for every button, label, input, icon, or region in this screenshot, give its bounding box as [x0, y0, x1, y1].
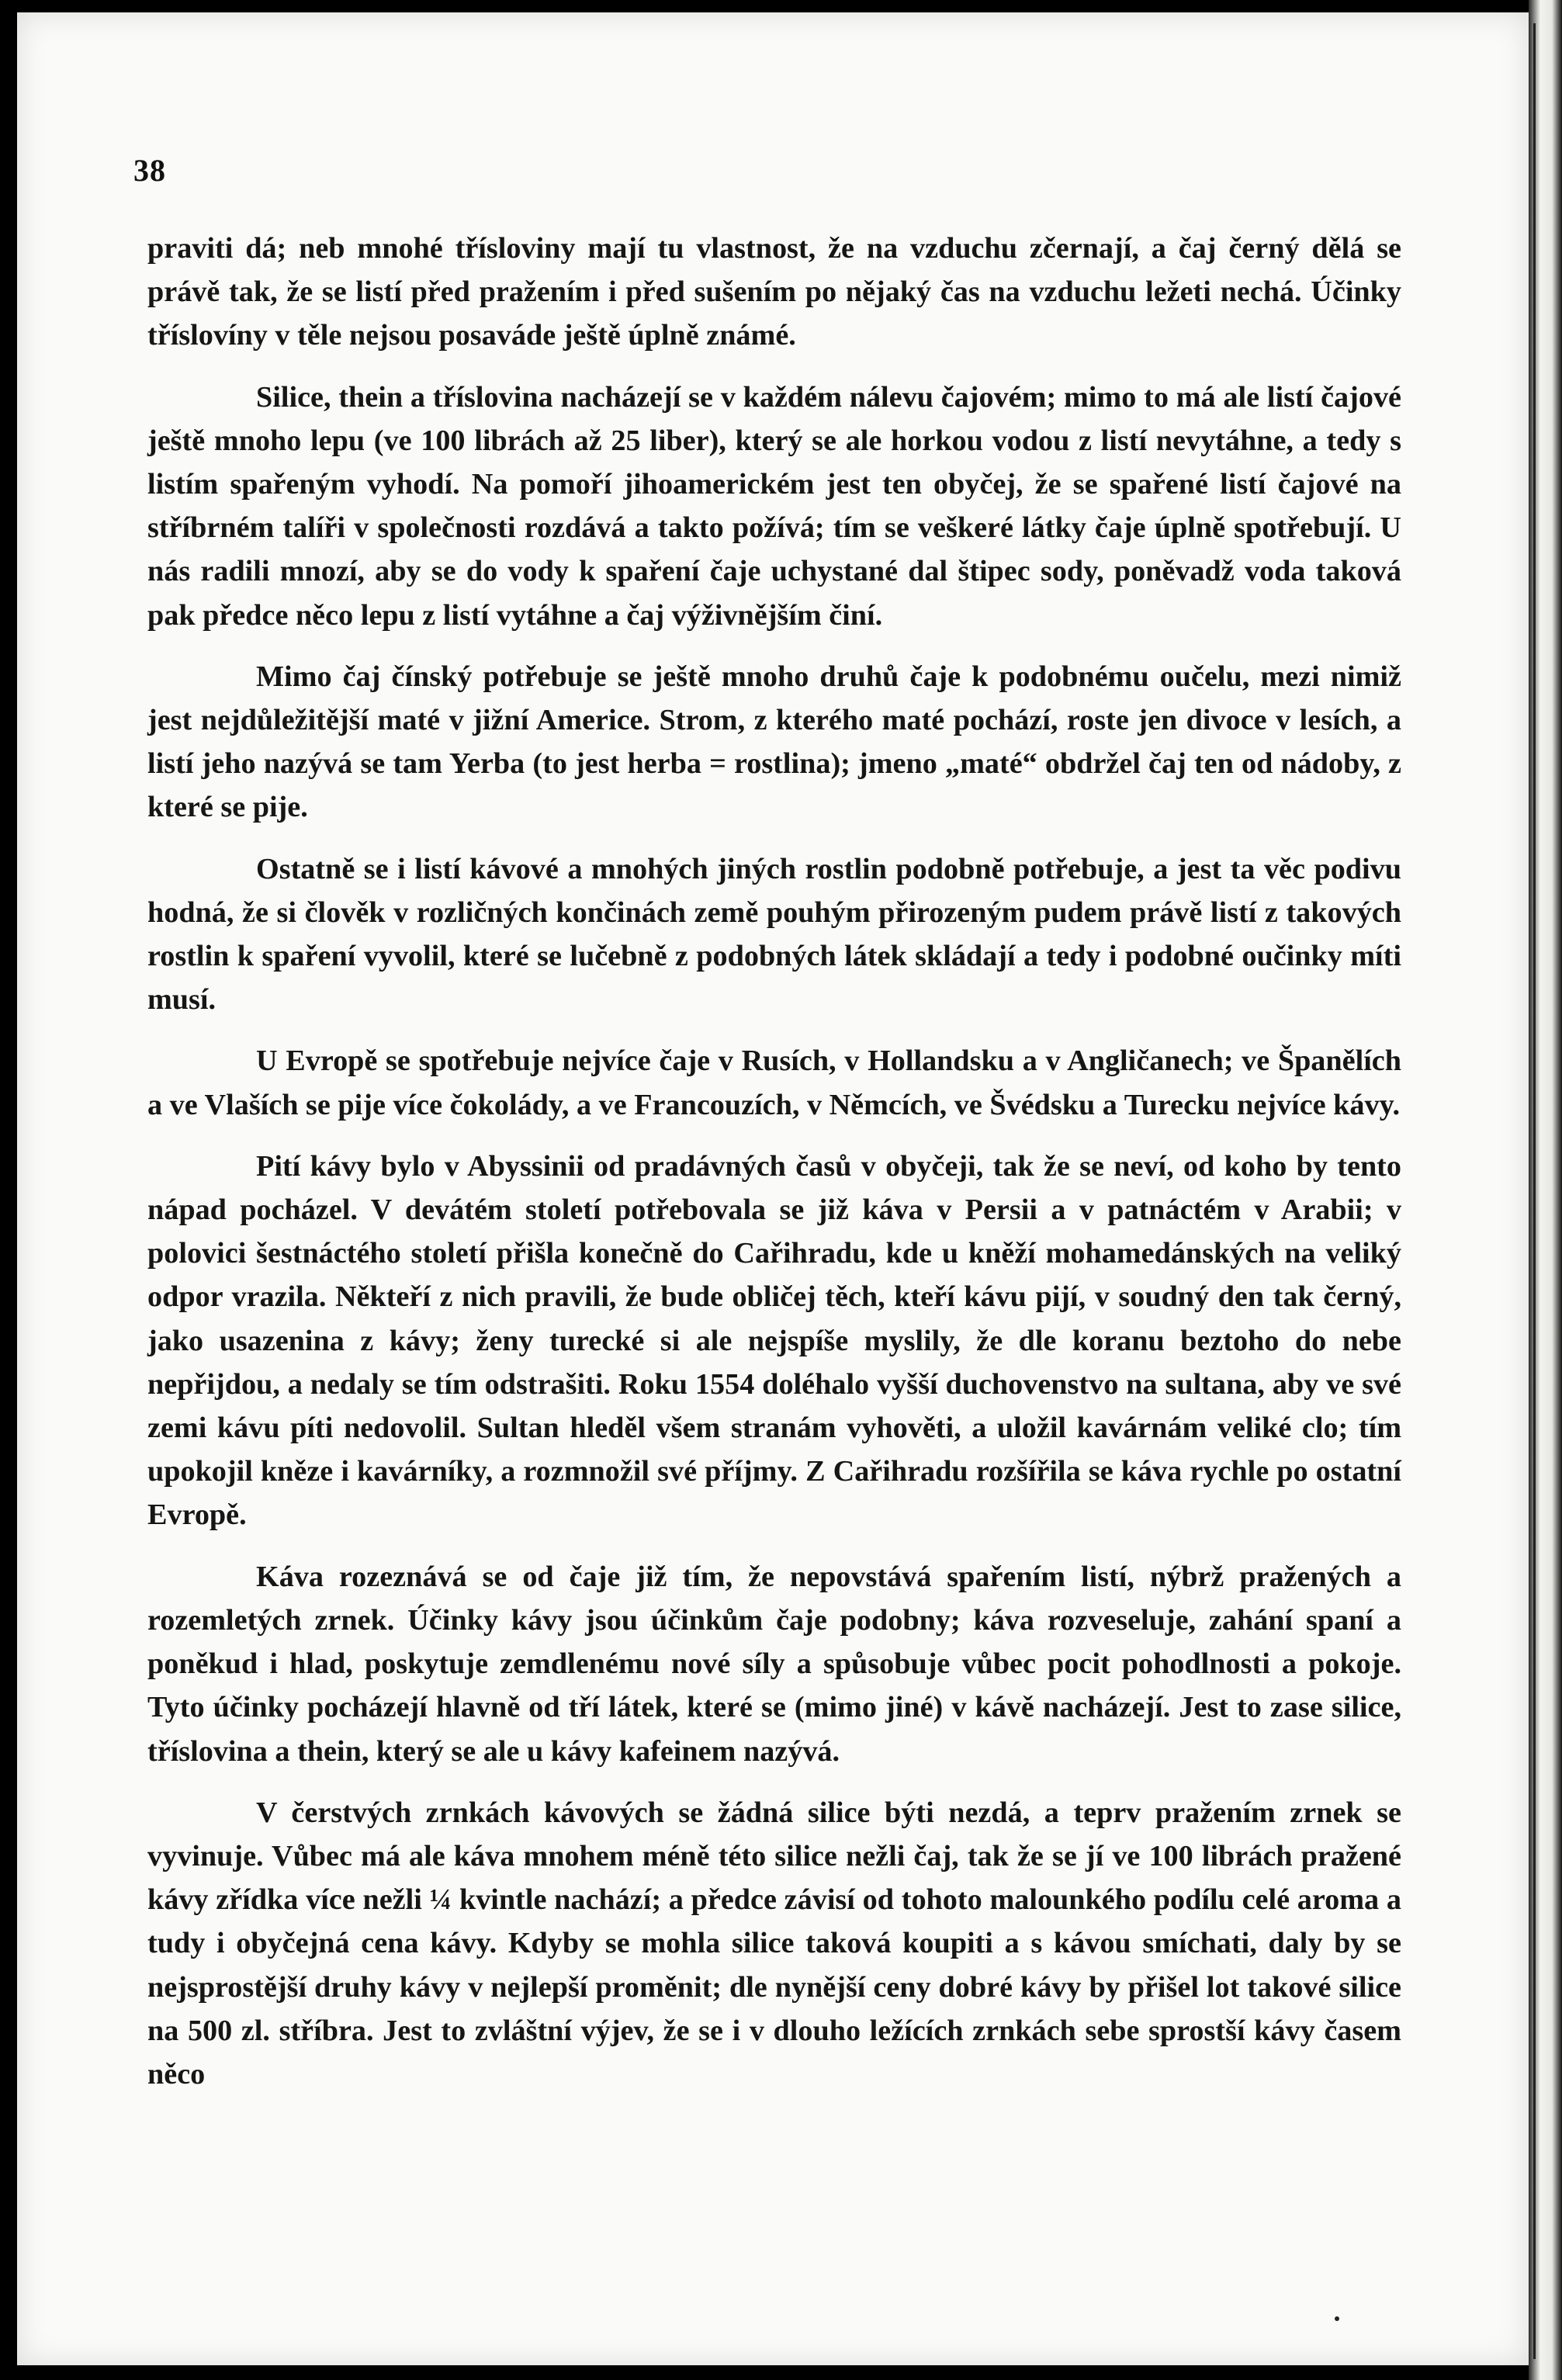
paragraph-6: Pití kávy bylo v Abyssinii od pradávných časů v obyčeji, tak že se neví, od koho by tento nápad pocházel. V devátém století potřebovala se již káva v Persii a v patnáctém v Arabii; v polovici šestnáctého století přišla konečně do Cařihradu, kde u kněží mohamedánských na veliký odpor vrazila. Někteří z nich pravili, že bude obličej těch, kteří kávu pijí, v soudný den tak černý, jako usazenina z kávy; ženy turecké si ale nejspíše myslily, že dle koranu beztoho do nebe nepřijdou, a nedaly se tím odstrašiti. Roku 1554 doléhalo vyšší duchovenstvo na sultana, aby ve své zemi kávu píti nedovolil. Sultan hleděl všem stranám vyhověti, a uložil kavárnám veliké clo; tím upokojil kněze i kavárníky, a rozmnožil své příjmy. Z Cařihradu rozšířila se káva rychle po ostatní Evropě.	[147, 1149, 1401, 1532]
paragraph-4: Ostatně se i listí kávové a mnohých jiných rostlin podobně potřebuje, a jest ta věc podivu hodná, že si člověk v rozličných končinách země pouhým přirozeným pudem právě listí z takových rostlin k spaření vyvolil, které se lučebně z podobných látek skládají a tedy i podobné oučinky míti musí.	[147, 852, 1401, 1017]
paragraph-1: praviti dá; neb mnohé třísloviny mají tu vlastnost, že na vzduchu zčernají, a čaj černý dělá se právě tak, že se listí před pražením i před sušením po nějaký čas na vzduchu ležeti nechá. Účinky tříslovíny v těle nejsou posaváde ještě úplně známé.	[147, 232, 1401, 352]
paragraph-2: Silice, thein a tříslovina nacházejí se v každém nálevu čajovém; mimo to má ale listí čajové ještě mnoho lepu (ve 100 librách až 25 liber), který se ale horkou vodou z listí nevytáhne, a tedy s listím spařeným vyhodí. Na pomoří jihoamerickém jest ten obyčej, že se spařené listí čajové na stříbrném talíři v společnosti rozdává a takto požívá; tím se veškeré látky čaje úplně spotřebují. U nás radili mnozí, aby se do vody k spaření čaje uchystané dal štipec sody, poněvadž voda taková pak předce něco lepu z listí vytáhne a čaj výživnějším činí.	[147, 380, 1401, 632]
page-number: 38	[133, 153, 166, 188]
paragraph-3: Mimo čaj čínský potřebuje se ještě mnoho druhů čaje k podobnému oučelu, mezi nimiž jest nejdůležitější maté v jižní Americe. Strom, z kterého maté pochází, roste jen divoce v lesích, a listí jeho nazývá se tam Yerba (to jest herba = rostlina); jmeno „maté“ obdržel čaj ten od nádoby, z které se pije.	[147, 660, 1401, 824]
paragraph-5: U Evropě se spotřebuje nejvíce čaje v Rusích, v Hollandsku a v Angličanech; ve Španělích a ve Vlaších se pije více čokolády, a ve Francouzích, v Němcích, ve Švédsku a Turecku nejvíce kávy.	[147, 1044, 1401, 1121]
paragraph-8: V čerstvých zrnkách kávových se žádná silice býti nezdá, a teprv pražením zrnek se vyvinuje. Vůbec má ale káva mnohem méně této silice nežli čaj, tak že se jí ve 100 librách pražené kávy zřídka více nežli ¼ kvintle nachází; a předce závisí od tohoto malounkého podílu celé aroma a tudy i obyčejná cena kávy. Kdyby se mohla silice taková koupiti a s kávou smíchati, daly by se nejsprostější druhy kávy v nejlepší proměnit; dle nynější ceny dobré kávy by přišel lot takové silice na 500 zl. stříbra. Jest to zvláštní výjev, že se i v dlouho ležících zrnkách sebe sprostší kávy časem něco	[147, 1796, 1401, 2091]
paragraph-7: Káva rozeznává se od čaje již tím, že nepovstává spařením listí, nýbrž pražených a rozemletých zrnek. Účinky kávy jsou účinkům čaje podobny; káva rozveseluje, zahání spaní a poněkud i hlad, poskytuje zemdlenému nové síly a spůsobuje vůbec pocit pohodlnosti a pokoje. Tyto účinky pocházejí hlavně od tří látek, které se (mimo jiné) v kávě nacházejí. Jest to zase silice, tříslovina a thein, který se ale u kávy kafeinem nazývá.	[147, 1560, 1401, 1768]
body-text	[147, 227, 1401, 2114]
print-speck	[1335, 2316, 1339, 2321]
page-edge-line	[1533, 23, 1536, 2359]
